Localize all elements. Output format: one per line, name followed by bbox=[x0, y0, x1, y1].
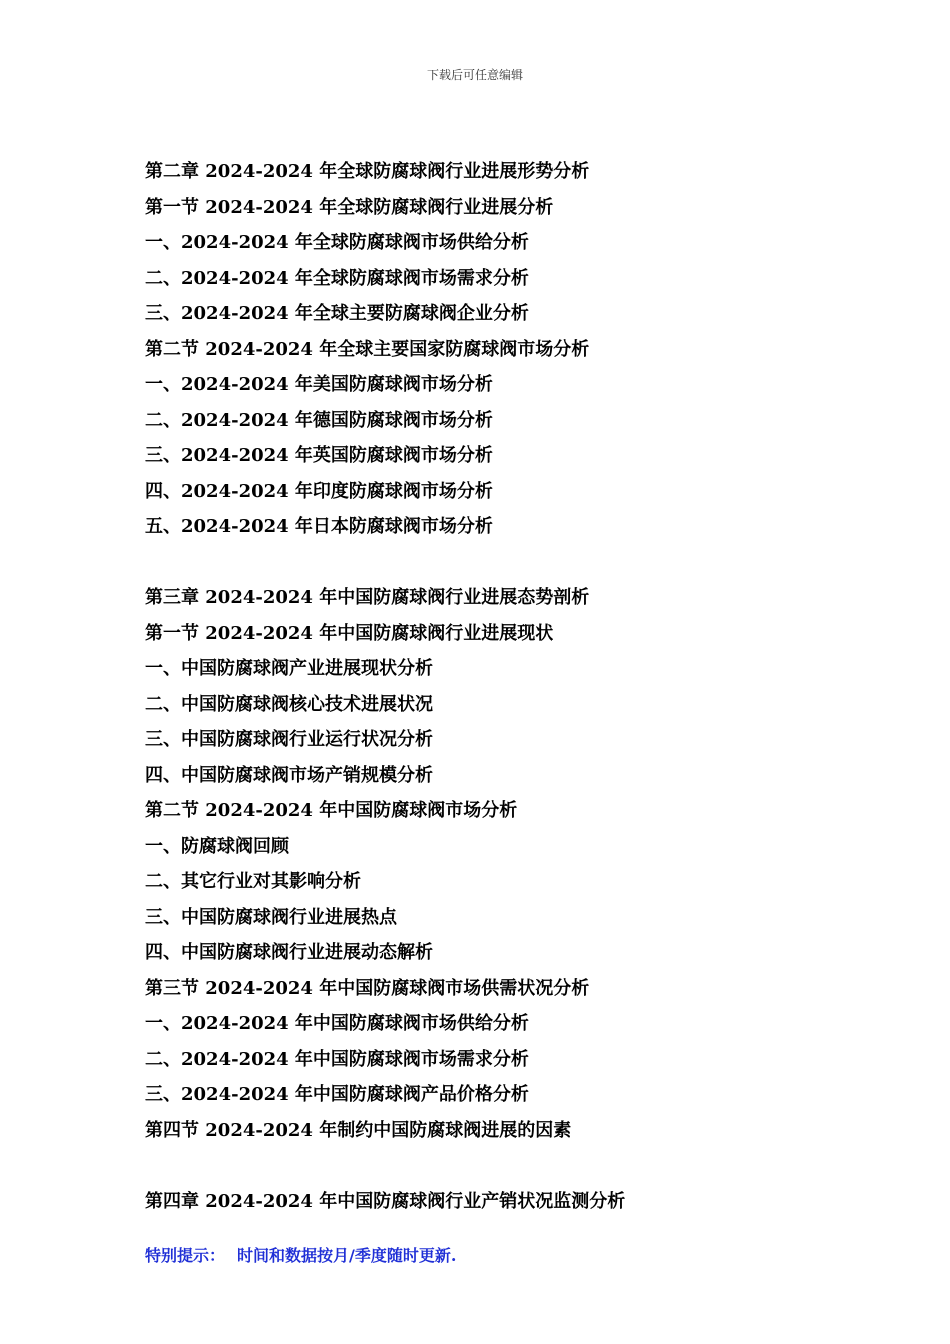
toc-chapter-2: 第二章 2024-2024 年全球防腐球阀行业进展形势分析 bbox=[145, 161, 590, 182]
toc-item: 二、其它行业对其影响分析 bbox=[145, 871, 361, 892]
toc-item: 二、2024-2024 年全球防腐球阀市场需求分析 bbox=[145, 267, 529, 289]
header-text: 下载后可任意编辑 bbox=[426, 68, 523, 82]
toc-section: 第四节 2024-2024 年制约中国防腐球阀进展的因素 bbox=[145, 1119, 572, 1141]
toc-item: 三、中国防腐球阀行业进展热点 bbox=[145, 906, 397, 928]
toc-section: 第二节 2024-2024 年中国防腐球阀市场分析 bbox=[145, 800, 518, 821]
toc-chapter-4: 第四章 2024-2024 年中国防腐球阀行业产销状况监测分析 bbox=[145, 1190, 626, 1212]
toc-item: 三、2024-2024 年中国防腐球阀产品价格分析 bbox=[145, 1084, 529, 1105]
toc-item: 二、2024-2024 年德国防腐球阀市场分析 bbox=[145, 409, 493, 431]
toc-item: 一、中国防腐球阀产业进展现状分析 bbox=[145, 658, 433, 679]
special-notice bbox=[145, 1243, 456, 1266]
table-of-contents bbox=[145, 157, 865, 1222]
toc-item: 二、2024-2024 年中国防腐球阀市场需求分析 bbox=[145, 1048, 529, 1070]
toc-section: 第一节 2024-2024 年中国防腐球阀行业进展现状 bbox=[145, 622, 554, 644]
toc-item: 一、2024-2024 年全球防腐球阀市场供给分析 bbox=[145, 232, 529, 253]
toc-section: 第一节 2024-2024 年全球防腐球阀行业进展分析 bbox=[145, 196, 554, 218]
toc-section: 第三节 2024-2024 年中国防腐球阀市场供需状况分析 bbox=[145, 977, 590, 999]
toc-item: 四、2024-2024 年印度防腐球阀市场分析 bbox=[145, 480, 493, 502]
notice-label: 特别提示： bbox=[145, 1246, 226, 1265]
toc-section: 第二节 2024-2024 年全球主要国家防腐球阀市场分析 bbox=[145, 338, 590, 360]
toc-item: 一、2024-2024 年中国防腐球阀市场供给分析 bbox=[145, 1013, 529, 1034]
toc-blank-line bbox=[145, 1151, 865, 1187]
toc-item: 一、2024-2024 年美国防腐球阀市场分析 bbox=[145, 374, 493, 395]
toc-item: 三、中国防腐球阀行业运行状况分析 bbox=[145, 729, 433, 750]
toc-item: 三、2024-2024 年英国防腐球阀市场分析 bbox=[145, 445, 493, 466]
toc-blank-line bbox=[145, 548, 865, 584]
page-header bbox=[0, 66, 950, 83]
notice-text: 时间和数据按月/季度随时更新. bbox=[237, 1246, 457, 1265]
toc-item: 一、防腐球阀回顾 bbox=[145, 835, 289, 857]
toc-item: 五、2024-2024 年日本防腐球阀市场分析 bbox=[145, 516, 493, 537]
toc-chapter-3: 第三章 2024-2024 年中国防腐球阀行业进展态势剖析 bbox=[145, 587, 590, 608]
toc-item: 四、中国防腐球阀行业进展动态解析 bbox=[145, 942, 433, 963]
toc-item: 三、2024-2024 年全球主要防腐球阀企业分析 bbox=[145, 303, 529, 324]
toc-item: 四、中国防腐球阀市场产销规模分析 bbox=[145, 764, 433, 786]
toc-item: 二、中国防腐球阀核心技术进展状况 bbox=[145, 693, 433, 715]
